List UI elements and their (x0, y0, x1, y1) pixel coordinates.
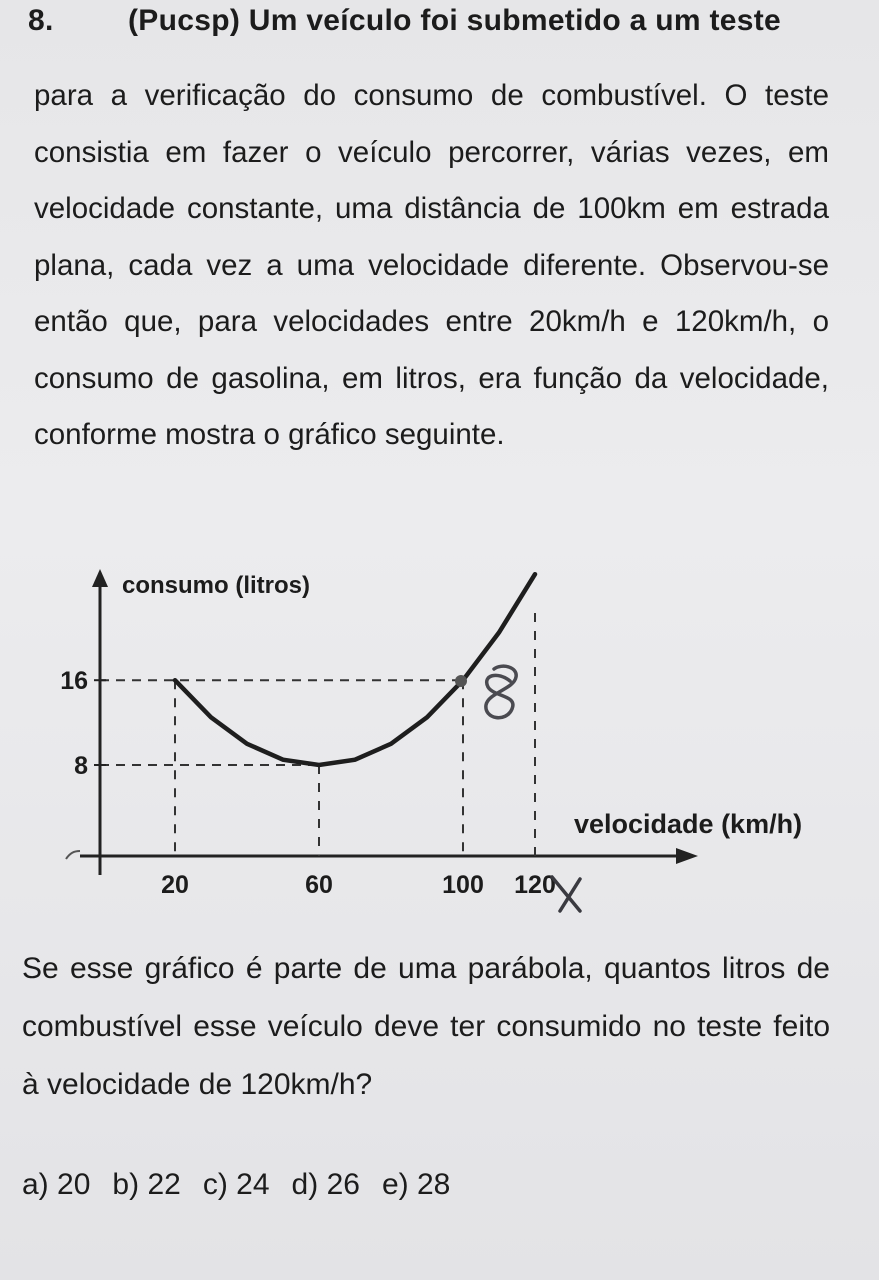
consumption-chart (0, 555, 879, 935)
question-header (28, 4, 828, 38)
x-axis-arrow (676, 848, 698, 864)
x-tick-label-60: 60 (305, 871, 333, 899)
handwritten-eight-mark (486, 666, 516, 718)
x-tick-label-120: 120 (514, 871, 556, 899)
question-number: 8. (28, 4, 54, 37)
answer-options (22, 1168, 842, 1202)
chart-guides (100, 613, 535, 856)
question-first-line: (Pucsp) Um veículo foi submetido a um teste (128, 4, 782, 37)
option-b[interactable]: b) 22 (112, 1168, 181, 1201)
x-tick-label-100: 100 (442, 871, 484, 899)
pen-dot (455, 675, 467, 687)
x-tick-label-20: 20 (161, 871, 189, 899)
y-axis-label: consumo (litros) (122, 572, 311, 599)
question-ask (22, 940, 830, 1114)
option-a[interactable]: a) 20 (22, 1168, 91, 1201)
y-axis-arrow (92, 569, 108, 587)
y-tick-label-16: 16 (60, 667, 88, 696)
question-ask-text: Se esse gráfico é parte de uma parábola, quantos litros de combustível esse veículo deve ter consumido no teste feito à velocidade de 120km/h? (22, 952, 830, 1101)
y-tick-label-8: 8 (74, 752, 88, 780)
option-c[interactable]: c) 24 (202, 1168, 270, 1201)
consumption-parabola (175, 574, 535, 765)
x-axis-label: velocidade (km/h) (574, 809, 803, 839)
handwritten-x-mark (552, 877, 580, 911)
option-d[interactable]: d) 26 (291, 1168, 360, 1201)
chart-ticks (60, 667, 556, 899)
question-body-text: para a verificação do consumo de combustível. O teste consistia em fazer o veículo percorrer, várias vezes, em velocidade constante, uma distância de 100km em estrada plana, cada vez a uma velocidade diferente. Observou-se então que, para velocidades entre 20km/h e 120km/h, o consumo de gasolina, em litros, era função da velocidade, conforme mostra o gráfico seguinte. (34, 79, 829, 451)
handwritten-tick-stroke (66, 851, 80, 859)
option-e[interactable]: e) 28 (381, 1168, 451, 1201)
question-statement (34, 68, 829, 464)
